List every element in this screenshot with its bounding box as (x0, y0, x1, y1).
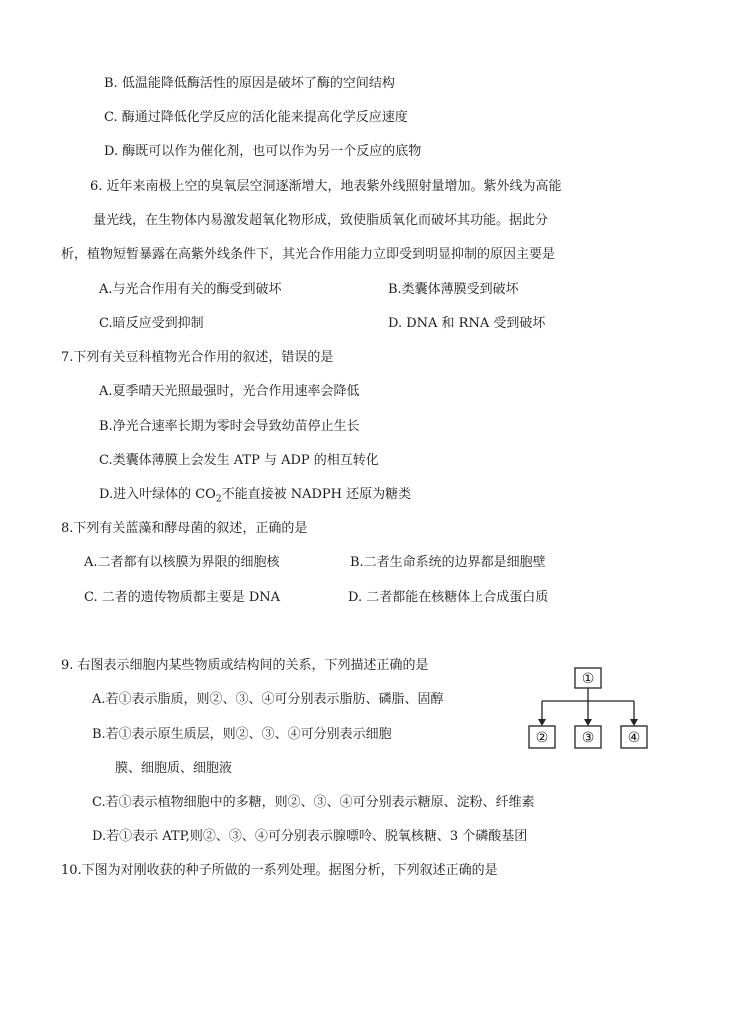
q8-option-a: A.二者都有以核膜为界限的细胞核 (84, 555, 280, 570)
q8-stem: 8.下列有关蓝藻和酵母菌的叙述，正确的是 (61, 521, 308, 536)
q7-option-a: A.夏季晴天光照最强时，光合作用速率会降低 (99, 384, 360, 399)
q7-option-c: C.类囊体薄膜上会发生 ATP 与 ADP 的相互转化 (99, 453, 379, 468)
q7-option-d-pre: D.进入叶绿体的 CO (99, 487, 216, 502)
q5-option-b: B. 低温能降低酶活性的原因是破坏了酶的空间结构 (104, 76, 395, 91)
q9-option-d: D.若①表示 ATP,则②、③、④可分别表示腺嘌呤、脱氧核糖、3 个磷酸基团 (92, 829, 528, 844)
q7-option-d-sub: 2 (215, 494, 222, 505)
q7-stem: 7.下列有关豆科植物光合作用的叙述，错误的是 (61, 350, 334, 365)
diagram-arrowhead-middle (584, 719, 592, 726)
diagram-arrowhead-right (630, 719, 638, 726)
q8-option-d: D. 二者都能在核糖体上合成蛋白质 (348, 590, 549, 605)
diagram-node-right: ④ (627, 730, 641, 746)
q6-option-d: D. DNA 和 RNA 受到破坏 (388, 316, 546, 331)
diagram-node-middle: ③ (581, 730, 595, 746)
q7-option-d-post: 不能直接被 NADPH 还原为糖类 (221, 487, 412, 502)
q7-option-d (99, 486, 411, 509)
q6-stem-line3: 析，植物短暂暴露在高紫外线条件下，其光合作用能力立即受到明显抑制的原因主要是 (61, 247, 556, 262)
q9-option-a: A.若①表示脂质，则②、③、④可分别表示脂肪、磷脂、固醇 (92, 692, 444, 707)
q9-option-c: C.若①表示植物细胞中的多糖，则②、③、④可分别表示糖原、淀粉、纤维素 (92, 795, 535, 810)
q9-option-b-line2: 膜、细胞质、细胞液 (115, 761, 233, 776)
diagram-arrowhead-left (538, 719, 546, 726)
q9-option-b-line1: B.若①表示原生质层，则②、③、④可分别表示细胞 (92, 727, 392, 742)
q10-stem: 10.下图为对刚收获的种子所做的一系列处理。据图分析，下列叙述正确的是 (61, 863, 498, 878)
q9-stem: 9. 右图表示细胞内某些物质或结构间的关系，下列描述正确的是 (61, 658, 429, 673)
q6-option-a: A.与光合作用有关的酶受到破坏 (99, 282, 282, 297)
q5-option-d: D. 酶既可以作为催化剂，也可以作为另一个反应的底物 (104, 144, 422, 159)
q7-option-b: B.净光合速率长期为零时会导致幼苗停止生长 (99, 419, 360, 434)
q8-option-c: C. 二者的遗传物质都主要是 DNA (84, 590, 281, 605)
q8-option-b: B.二者生命系统的边界都是细胞壁 (350, 555, 546, 570)
q5-option-c: C. 酶通过降低化学反应的活化能来提高化学反应速度 (104, 110, 408, 125)
q9-hierarchy-diagram (528, 666, 652, 752)
q6-stem-line2: 量光线，在生物体内易激发超氧化物形成，致使脂质氧化而破坏其功能。据此分 (93, 213, 549, 228)
diagram-node-left: ② (535, 730, 549, 746)
q6-option-c: C.暗反应受到抑制 (99, 316, 204, 331)
diagram-node-top: ① (581, 671, 595, 687)
q6-option-b: B.类囊体薄膜受到破坏 (388, 282, 519, 297)
q6-stem-line1: 6. 近年来南极上空的臭氧层空洞逐渐增大，地表紫外线照射量增加。紫外线为高能 (90, 179, 562, 194)
